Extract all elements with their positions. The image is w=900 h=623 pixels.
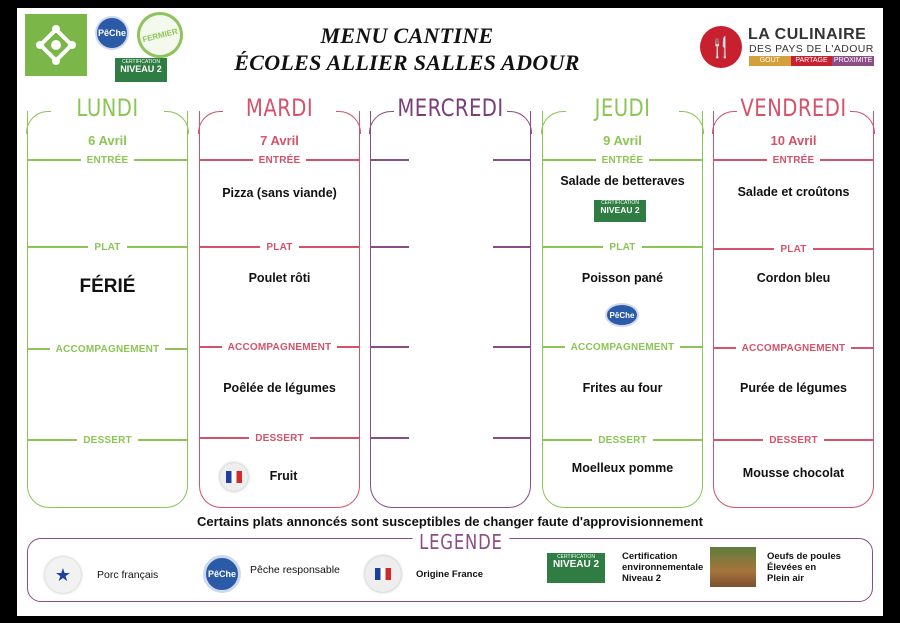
brand-strip-1: GOÛT (749, 56, 791, 66)
day-column-jeudi (542, 94, 703, 508)
section-dessert: DESSERT (199, 432, 360, 444)
dish-accompagnement: Purée de légumes (740, 381, 847, 395)
day-name: MARDI (245, 94, 314, 122)
section-accompagnement: ACCOMPAGNEMENT (199, 341, 360, 353)
section-divider-3 (370, 341, 531, 353)
fermier-stamp-icon: FERMIER (132, 7, 188, 63)
section-accompagnement: ACCOMPAGNEMENT (27, 343, 188, 355)
fork-knife-icon: 🍴 (700, 26, 742, 68)
section-accompagnement: ACCOMPAGNEMENT (713, 342, 874, 354)
day-date: 9 Avril (603, 133, 642, 148)
dish-accompagnement: Frites au four (582, 381, 663, 395)
brand-sub: DES PAYS DE L'ADOUR (749, 43, 874, 55)
day-column-mardi (199, 94, 360, 508)
cert-line2: NIVEAU 2 (120, 64, 162, 75)
dish-entree: Salade et croûtons (737, 185, 850, 199)
page-title (207, 22, 607, 76)
title-line2: ÉCOLES ALLIER SALLES ADOUR (234, 50, 580, 75)
day-column-lundi (27, 94, 188, 508)
section-divider-2 (370, 241, 531, 253)
dish-accompagnement: Poêlée de légumes (223, 381, 336, 395)
french-flag-icon (365, 556, 401, 592)
certification-niveau2-icon: CERTIFICATION NIVEAU 2 (547, 553, 605, 583)
day-date: 7 Avril (260, 133, 299, 148)
school-logo-icon (25, 14, 87, 76)
legend-certification: Certification environnementale Niveau 2 (622, 551, 704, 584)
hen-photo-icon (710, 547, 756, 587)
porc-francais-icon: ★ (45, 557, 81, 593)
peche-responsable-icon: PêChe (95, 16, 129, 50)
day-column-vendredi (713, 94, 874, 508)
section-divider-1 (370, 154, 531, 166)
section-entree: ENTRÉE (27, 154, 188, 166)
culinaire-logo (700, 24, 880, 68)
day-name: VENDREDI (740, 94, 847, 122)
dish-plat: Poulet rôti (248, 271, 311, 285)
day-date: 6 Avril (88, 133, 127, 148)
legend-origine: Origine France (416, 569, 484, 580)
cert-line1: CERTIFICATION (122, 59, 160, 65)
dish-plat: Cordon bleu (756, 271, 831, 285)
section-plat: PLAT (27, 241, 188, 253)
brand-strip-2: PARTAGE (791, 56, 833, 66)
brand-name: LA CULINAIRE (748, 26, 867, 43)
day-column-mercredi (370, 94, 531, 508)
brand-strip-3: PROXIMITÉ (833, 57, 873, 64)
legend-porc: Porc français (97, 569, 159, 581)
section-plat: PLAT (199, 241, 360, 253)
dish-dessert: Moelleux pomme (571, 461, 674, 475)
certification-niveau2-icon: CERTIFICATION NIVEAU 2 (594, 200, 646, 222)
section-entree: ENTRÉE (542, 154, 703, 166)
brand-strip (749, 56, 874, 66)
day-name: JEUDI (594, 94, 651, 122)
dish-plat: Poisson pané (581, 271, 664, 285)
section-plat: PLAT (713, 243, 874, 255)
dish-dessert: Fruit (269, 469, 298, 483)
supply-notice: Certains plats annoncés sont susceptibles de changer faute d'approvisionnement (197, 514, 703, 529)
peche-responsable-icon: PêChe (203, 555, 241, 593)
section-entree: ENTRÉE (199, 154, 360, 166)
dish-entree: Pizza (sans viande) (222, 186, 337, 200)
section-entree: ENTRÉE (713, 154, 874, 166)
day-date: 10 Avril (770, 133, 817, 148)
day-name: LUNDI (76, 94, 139, 122)
day-name: MERCREDI (397, 94, 504, 122)
certification-niveau2-icon (115, 58, 167, 82)
section-plat: PLAT (542, 241, 703, 253)
section-dessert: DESSERT (542, 434, 703, 446)
section-dessert: DESSERT (713, 434, 874, 446)
title-line1: MENU CANTINE (320, 23, 494, 48)
legend-title: LEGENDE (413, 530, 510, 554)
menu-sheet (17, 8, 883, 616)
legend-oeufs: Oeufs de poules Élevées en Plein air (767, 551, 841, 584)
section-divider-4 (370, 432, 531, 444)
dish-dessert: Mousse chocolat (742, 466, 845, 480)
legend-box (27, 530, 873, 602)
legend-peche: Pêche responsable (250, 564, 340, 576)
section-dessert: DESSERT (27, 434, 188, 446)
dish-entree: Salade de betteraves (560, 174, 685, 188)
section-accompagnement: ACCOMPAGNEMENT (542, 341, 703, 353)
dish-plat: FÉRIÉ (79, 276, 136, 297)
peche-responsable-icon: PêChe (605, 303, 639, 327)
